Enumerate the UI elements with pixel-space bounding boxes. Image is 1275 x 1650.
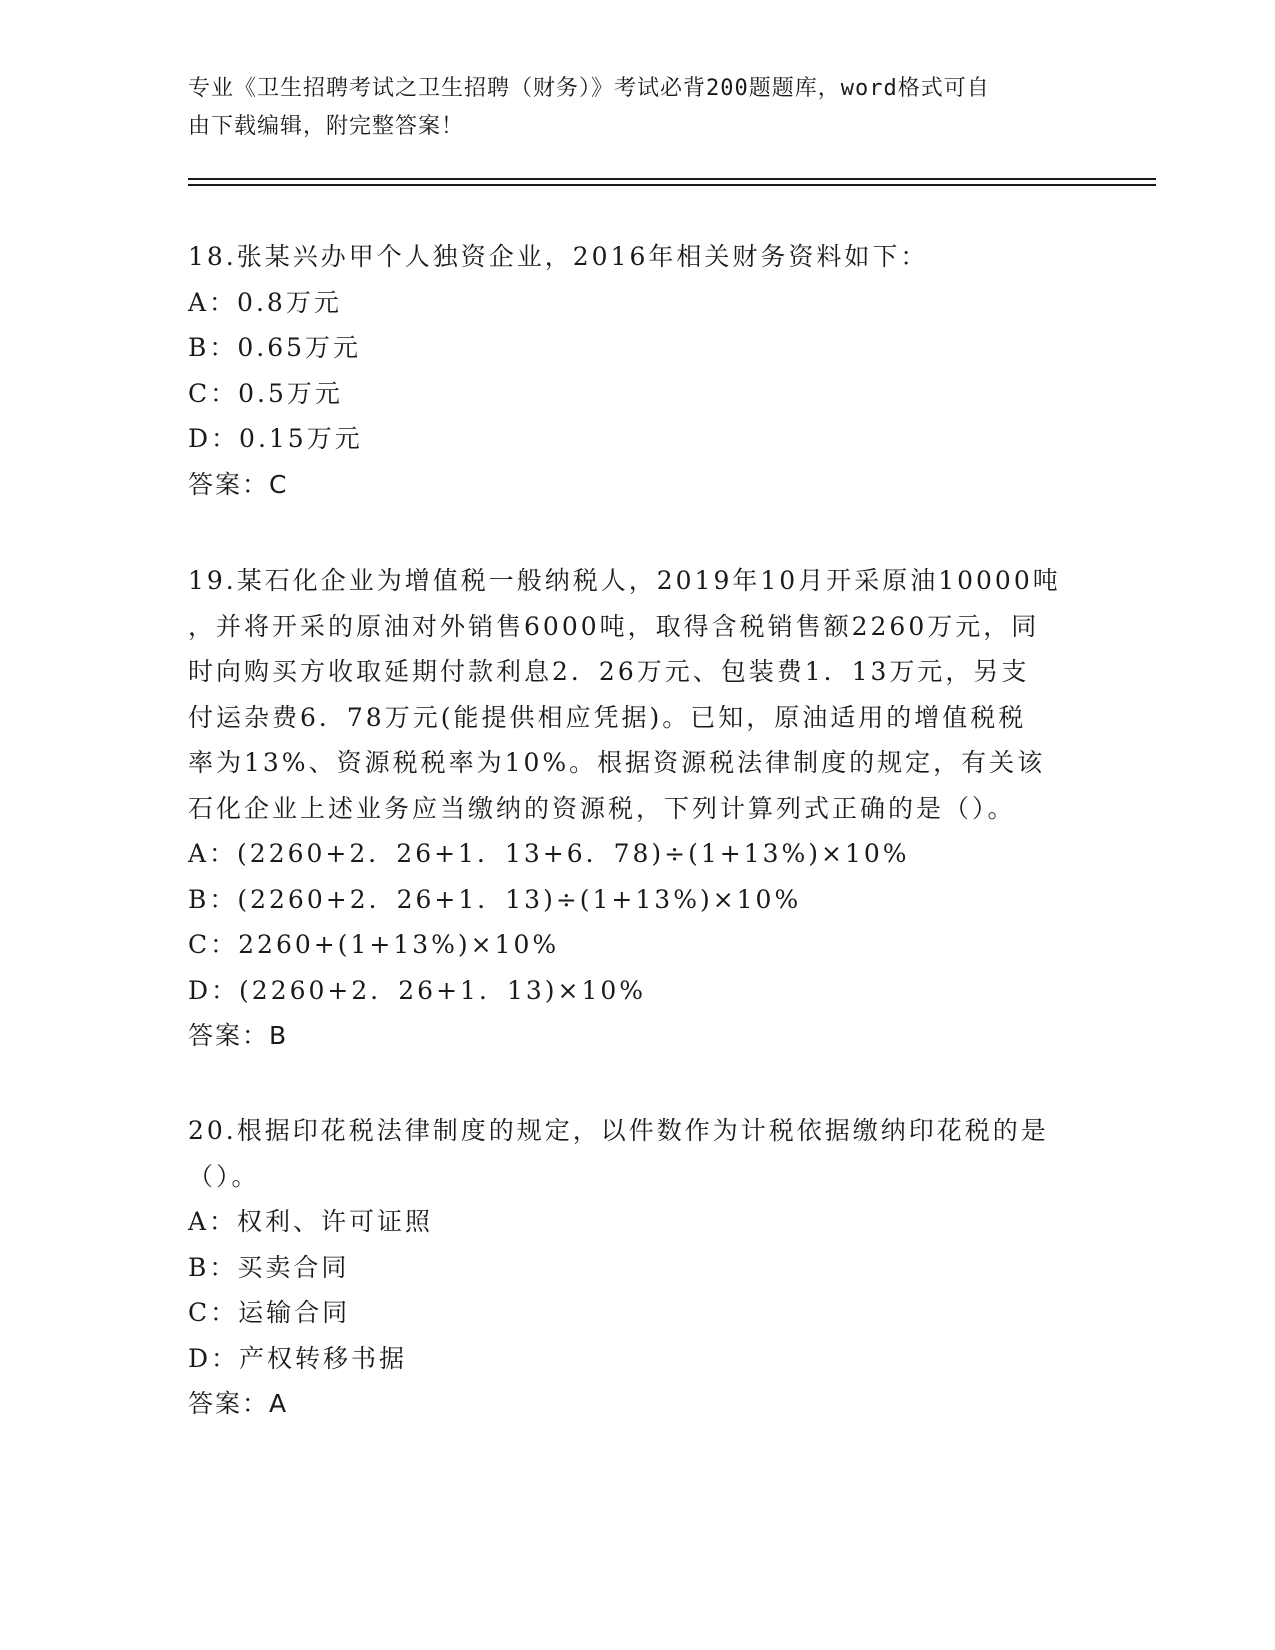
header-divider-bottom [188,184,1156,186]
stem-line: 时向购买方收取延期付款利息2．26万元、包装费1．13万元，另支 [188,657,1030,686]
header-divider-top [188,178,1156,180]
option-c: C：2260+(1+13%)×10% [188,930,560,959]
stem-line: 20.根据印花税法律制度的规定，以件数作为计税依据缴纳印花税的是 [188,1116,1049,1145]
option-c: C：0.5万元 [188,378,343,408]
option-d: D：(2260+2．26+1．13)×10% [188,975,647,1005]
answer-line: 答案：B [188,1021,289,1050]
question-stem [188,234,1088,280]
stem-line: 石化企业上述业务应当缴纳的资源税，下列计算列式正确的是（）。 [188,793,1016,823]
header-line-2: 由下载编辑，附完整答案！ [188,114,465,139]
header-line-1: 专业《卫生招聘考试之卫生招聘（财务）》考试必背200题题库，word格式可自 [188,76,990,101]
option-a: A：(2260+2．26+1．13+6．78)÷(1+13%)×10% [188,839,910,868]
option-a: A：权利、许可证照 [188,1207,434,1236]
stem-line: （）。 [188,1161,260,1191]
stem-line: 付运杂费6．78万元(能提供相应凭据)。已知，原油适用的增值税税 [188,702,1027,732]
option-d: D：产权转移书据 [188,1343,408,1373]
stem-line: ，并将开采的原油对外销售6000吨，取得含税销售额2260万元，同 [188,611,1040,641]
option-b: B：(2260+2．26+1．13)÷(1+13%)×10% [188,884,802,914]
option-c: C：运输合同 [188,1298,351,1327]
question-stem [188,1108,1088,1199]
answer-line: 答案：C [188,469,289,499]
option-a: A：0.8万元 [188,287,342,317]
stem-line: 率为13%、资源税税率为10%。根据资源税法律制度的规定，有关该 [188,748,1046,777]
option-b: B：0.65万元 [188,333,362,362]
answer-line: 答案：A [188,1389,289,1418]
question-20 [188,1108,1088,1427]
stem-line: 19.某石化企业为增值税一般纳税人，2019年10月开采原油10000吨 [188,566,1061,595]
option-b: B：买卖合同 [188,1252,350,1282]
question-stem [188,558,1088,831]
question-19 [188,558,1088,1059]
document-header [188,70,1068,146]
stem-line: 18.张某兴办甲个人独资企业，2016年相关财务资料如下： [188,242,929,271]
question-18 [188,234,1088,507]
option-d: D：0.15万元 [188,424,363,453]
